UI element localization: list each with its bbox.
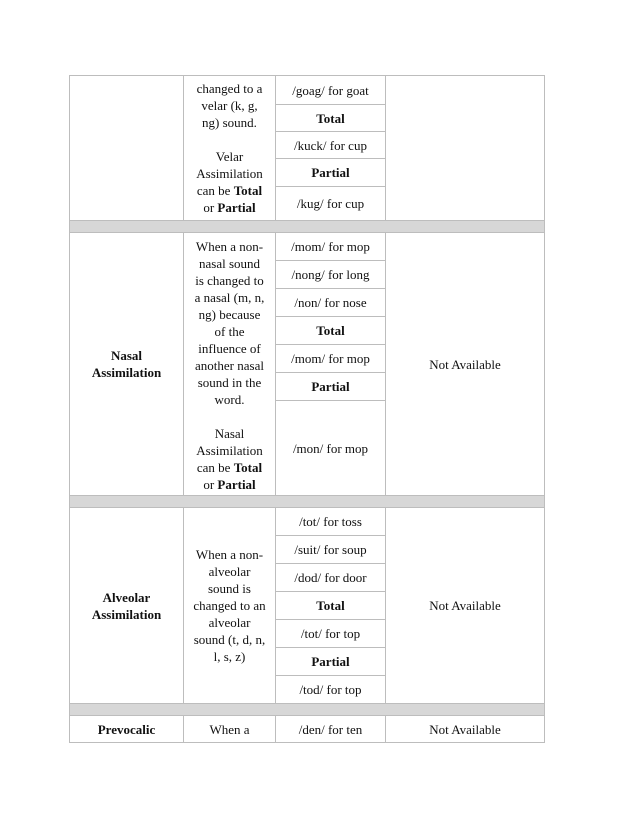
description-cell: changed to a velar (k, g, ng) sound. Velar Assimilation can be Total or Partial <box>184 76 276 221</box>
availability-cell <box>386 76 545 221</box>
category-cell: Prevocalic <box>70 716 184 743</box>
description-cell: When a non- alveolar sound is changed to an alveolar sound (t, d, n, l, s, z) <box>184 508 276 704</box>
example-cell: /mon/ for mop <box>276 401 386 496</box>
row-separator <box>70 221 545 233</box>
row-separator <box>70 704 545 716</box>
example-label-cell: Partial <box>276 648 386 676</box>
category-cell: Alveolar Assimilation <box>70 508 184 704</box>
table-row <box>70 508 545 536</box>
example-label-cell: Total <box>276 317 386 345</box>
example-cell: /suit/ for soup <box>276 536 386 564</box>
availability-cell: Not Available <box>386 508 545 704</box>
example-cell: /dod/ for door <box>276 564 386 592</box>
example-label-cell: Partial <box>276 159 386 187</box>
description-cell: When a non- nasal sound is changed to a nasal (m, n, ng) because of the influence of another nasal sound in the word. Nasal Assimilation can be Total or Partial <box>184 233 276 496</box>
category-cell: Nasal Assimilation <box>70 233 184 496</box>
example-label-cell: Total <box>276 105 386 132</box>
description-cell: When a <box>184 716 276 743</box>
category-cell <box>70 76 184 221</box>
example-cell: /mom/ for mop <box>276 233 386 261</box>
example-cell: /kug/ for cup <box>276 187 386 221</box>
table-row <box>70 76 545 105</box>
row-separator <box>70 496 545 508</box>
example-cell: /tot/ for toss <box>276 508 386 536</box>
example-cell: /non/ for nose <box>276 289 386 317</box>
example-cell: /mom/ for mop <box>276 345 386 373</box>
example-cell: /nong/ for long <box>276 261 386 289</box>
example-label-cell: Total <box>276 592 386 620</box>
example-cell: /tot/ for top <box>276 620 386 648</box>
example-cell: /den/ for ten <box>276 716 386 743</box>
phonological-process-table <box>69 75 545 743</box>
document-page <box>69 75 544 743</box>
availability-cell: Not Available <box>386 716 545 743</box>
example-label-cell: Partial <box>276 373 386 401</box>
table-row <box>70 716 545 743</box>
table-row <box>70 233 545 261</box>
example-cell: /kuck/ for cup <box>276 132 386 159</box>
availability-cell: Not Available <box>386 233 545 496</box>
example-cell: /goag/ for goat <box>276 76 386 105</box>
example-cell: /tod/ for top <box>276 676 386 704</box>
